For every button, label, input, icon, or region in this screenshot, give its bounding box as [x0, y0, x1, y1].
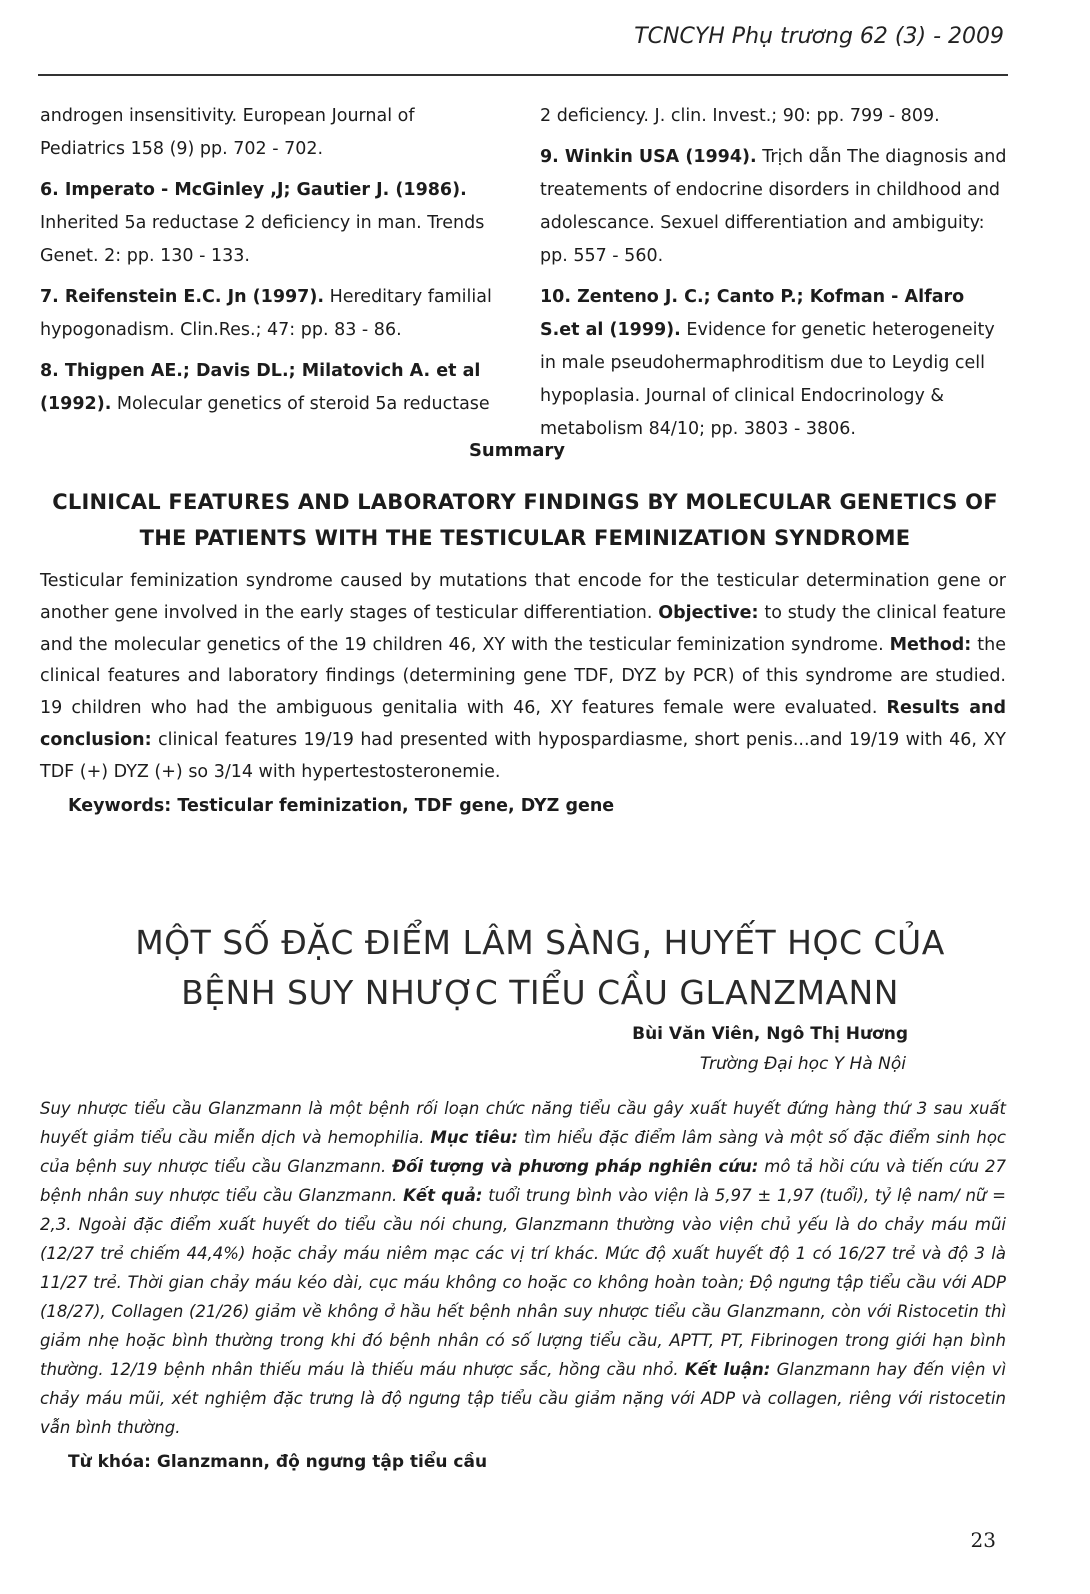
reference-citation: 8. Thigpen AE.; Davis DL.; Milatovich A. et al (1992).	[40, 361, 481, 414]
objective-label: Objective:	[658, 602, 759, 623]
reference-text: androgen insensitivity. European Journal of Pediatrics 158 (9) pp. 702 - 702.	[40, 106, 415, 159]
reference-text: Inherited 5a reductase 2 deficiency in man. Trends Genet. 2: pp. 130 - 133.	[40, 213, 485, 266]
reference-item	[40, 355, 502, 421]
vietnamese-abstract	[40, 1094, 1006, 1442]
method-label: Method:	[889, 634, 972, 655]
article-title-line: BỆNH SUY NHƯỢC TIỂU CẦU GLANZMANN	[181, 973, 899, 1012]
reference-text: 2 deficiency. J. clin. Invest.; 90: pp. 799 - 809.	[540, 106, 940, 126]
reference-item	[540, 141, 1008, 273]
results-text: tuổi trung bình vào viện là 5,97 ± 1,97 (tuổi), tỷ lệ nam/ nữ = 2,3. Ngoài đặc điểm xuất huyết do tiểu cầu nói chung, Glanzmann thường vào viện chủ yếu là do chảy máu mũi (12/27 trẻ chiếm 44,4%) hoặc chảy máu niêm mạc các vị trí khác. Mức độ xuất huyết độ 1 có 16/27 trẻ và độ 3 là 11/27 trẻ. Thời gian chảy máu kéo dài, cục máu không co hoặc co không hoàn toàn; Độ ngưng tập tiểu cầu với ADP (18/27), Collagen (21/26) giảm về không ở hầu hết bệnh nhân suy nhược tiểu cầu Glanzmann, còn với Ristocetin thì giảm nhẹ hoặc bình thường trong khi đó bệnh nhân có số lượng tiểu cầu, APTT, PT, Fibrinogen trong giới hạn bình thường. 12/19 bệnh nhân thiếu máu là thiếu máu nhược sắc, hồng cầu nhỏ.	[40, 1186, 1006, 1379]
reference-citation: 7. Reifenstein E.C. Jn (1997).	[40, 287, 324, 307]
objective-text: tìm hiểu đặc điểm lâm sàng và một số đặc điểm sinh học của bệnh suy nhược tiểu cầu Glanzmann.	[40, 1128, 1006, 1176]
method-text: the clinical features and laboratory findings (determining gene TDF, DYZ by PCR) of this syndrome are studied. 19 children who had the ambiguous genitalia with 46, XY features female were evaluated.	[40, 634, 1006, 719]
english-title: CLINICAL FEATURES AND LABORATORY FINDINGS BY MOLECULAR GENETICS OF THE PATIENTS WITH THE TESTICULAR FEMINIZATION SYNDROME	[52, 490, 998, 550]
journal-header: TCNCYH Phụ trương 62 (3) - 2009	[634, 24, 1004, 49]
reference-text: Hereditary familial hypogonadism. Clin.Res.; 47: pp. 83 - 86.	[40, 287, 492, 340]
reference-citation: 6. Imperato - McGinley ,J; Gautier J. (1986).	[40, 180, 467, 200]
results-text: clinical features 19/19 had presented with hypospardiasme, short penis...and 19/19 with 46, XY TDF (+) DYZ (+) so 3/14 with hypertestosteronemie.	[40, 729, 1006, 782]
reference-citation: 9. Winkin USA (1994).	[540, 147, 757, 167]
page-number: 23	[970, 1528, 996, 1552]
reference-item	[540, 100, 1008, 133]
abstract-intro: Suy nhược tiểu cầu Glanzmann là một bệnh rối loạn chức năng tiểu cầu gây xuất huyết đứng hàng thứ 3 sau xuất huyết giảm tiểu cầu miễn dịch và hemophilia.	[40, 1099, 1006, 1147]
abstract-intro: Testicular feminization syndrome caused by mutations that encode for the testicular determination gene or another gene involved in the early stages of testicular differentiation.	[40, 571, 1006, 623]
results-label: Results and conclusion:	[40, 698, 1007, 750]
reference-citation: 10. Zenteno J. C.; Canto P.; Kofman - Alfaro S.et al (1999).	[540, 287, 965, 340]
reference-text: Molecular genetics of steroid 5a reductase	[111, 394, 490, 414]
article-authors: Bùi Văn Viên, Ngô Thị Hương	[632, 1024, 908, 1044]
summary-label: Summary	[468, 440, 566, 461]
article-title	[60, 918, 1020, 1018]
reference-text: Evidence for genetic heterogeneity in male pseudohermaphroditism due to Leydig cell hypoplasia. Journal of clinical Endocrinology & metabolism 84/10; pp. 3803 - 3806.	[540, 320, 995, 439]
method-label: Đối tượng và phương pháp nghiên cứu:	[392, 1157, 759, 1176]
method-text: mô tả hồi cứu và tiến cứu 27 bệnh nhân suy nhược tiểu cầu Glanzmann.	[40, 1157, 1007, 1205]
references-columns	[40, 100, 1008, 454]
references-left-column	[40, 100, 502, 454]
article-title-line: MỘT SỐ ĐẶC ĐIỂM LÂM SÀNG, HUYẾT HỌC CỦA	[135, 923, 945, 962]
english-abstract	[40, 566, 1006, 789]
objective-label: Mục tiêu:	[430, 1128, 518, 1147]
references-right-column	[540, 100, 1008, 454]
results-label: Kết quả:	[403, 1186, 483, 1205]
reference-item	[40, 174, 502, 273]
reference-item	[540, 281, 1008, 446]
conclusion-text: Glanzmann hay đến viện vì chảy máu mũi, xét nghiệm đặc trưng là độ ngưng tập tiểu cầu giảm nặng với ADP và collagen, riêng với ristocetin vẫn bình thường.	[40, 1360, 1006, 1437]
conclusion-label: Kết luận:	[684, 1360, 771, 1379]
reference-item	[40, 281, 502, 347]
english-keywords: Keywords: Testicular feminization, TDF gene, DYZ gene	[68, 796, 615, 816]
objective-text: to study the clinical feature and the molecular genetics of the 19 children 46, XY with the testicular feminization syndrome.	[40, 602, 1006, 655]
reference-text: Trịch dẫn The diagnosis and treatements of endocrine disorders in childhood and adolescance. Sexuel differentiation and ambiguity: pp. 557 - 560.	[540, 147, 1007, 266]
article-affiliation: Trường Đại học Y Hà Nội	[699, 1054, 906, 1074]
reference-item	[40, 100, 502, 166]
vietnamese-keywords: Từ khóa: Glanzmann, độ ngưng tập tiểu cầu	[68, 1452, 488, 1472]
header-rule	[38, 74, 1008, 76]
